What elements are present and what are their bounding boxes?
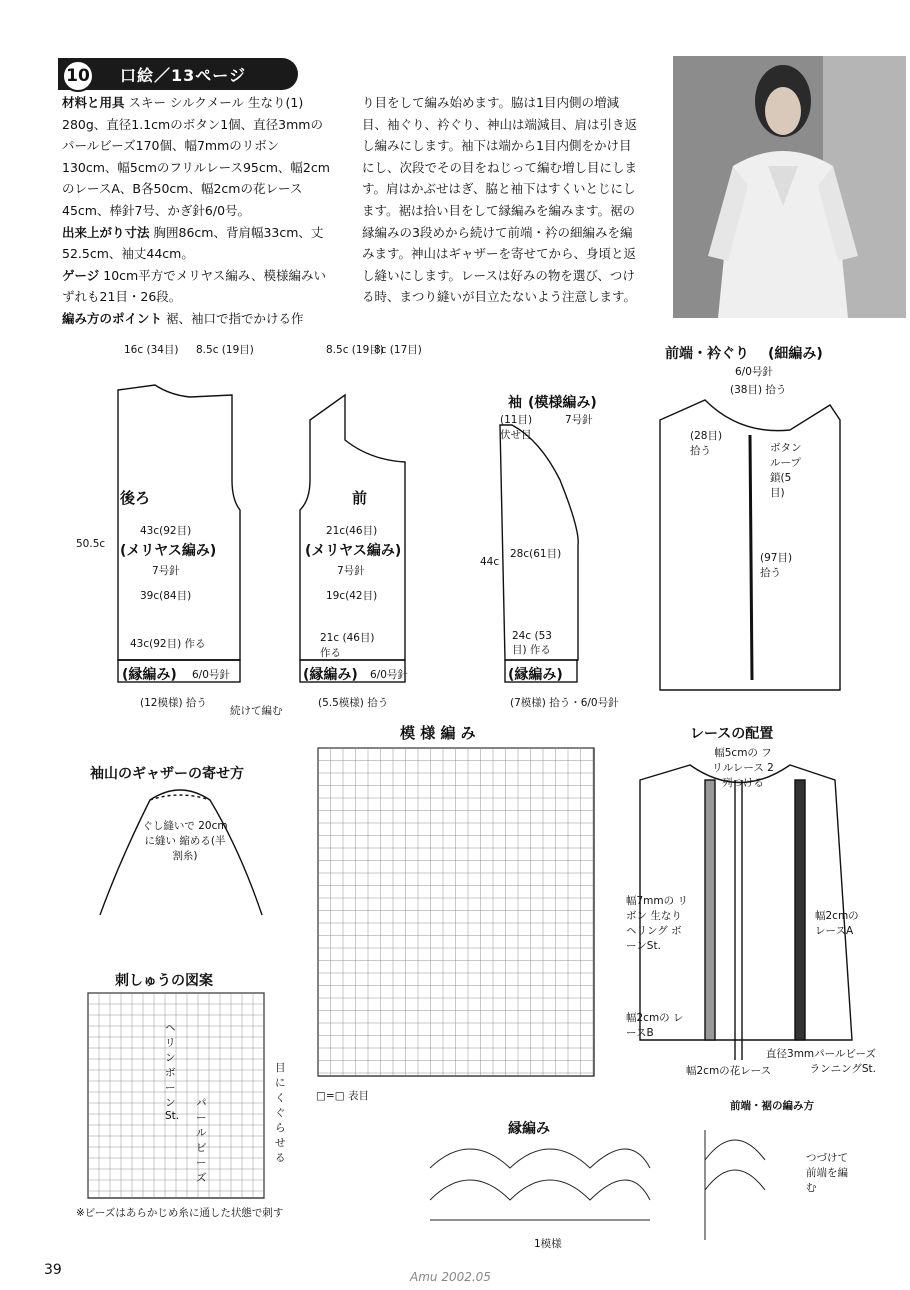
back-cast: 43c(92目) 作る [130, 638, 206, 650]
laceB-label: 幅2cmの レースB [626, 1012, 684, 1039]
pattern-title: 模 様 編 み [400, 724, 476, 742]
front-neck: 8c (17目) [374, 344, 422, 356]
section-title: 口絵／13ページ [120, 66, 246, 85]
front-edge-title: 前端・衿ぐり [665, 346, 749, 362]
sleeve-needle: 7号針 [565, 414, 593, 426]
back-needle: 7号針 [152, 565, 180, 577]
front-stitch-label: (メリヤス編み) [305, 543, 402, 559]
size-label: 出来上がり寸法 [62, 224, 150, 240]
back-stitch-label: (メリヤス編み) [120, 543, 217, 559]
front-body-width: 21c(46目) [326, 525, 378, 537]
continue-front: つづけて 前端を編む [806, 1152, 848, 1194]
laceA-label: 幅2cmの レースA [815, 910, 859, 937]
size-text: 胸囲86cm、背肩幅33cm、丈52.5cm、袖丈44cm。 [62, 224, 324, 262]
sleeve-pick: (7模様) 拾う・6/0号針 [510, 697, 619, 709]
back-label: 後ろ [120, 489, 151, 507]
back-shoulder: 8.5c (19目) [196, 344, 254, 356]
sleeve-cast: 24c (53目) 作る [512, 630, 552, 656]
sleeve-edging-label: (縁編み) [508, 667, 563, 683]
front-edging-needle: 6/0号針 [370, 669, 408, 681]
one-repeat-label: 1模様 [534, 1238, 562, 1250]
stitch-chart-lines [318, 748, 594, 1076]
back-mid-width: 39c(84目) [140, 590, 192, 602]
hem-title: 前端・裾の編み方 [730, 1100, 814, 1112]
pattern-legend: □=□ 表目 [316, 1090, 369, 1102]
front-pick: (5.5模様) 拾う [318, 697, 389, 709]
front-shoulder: 8.5c (19目) [326, 344, 384, 356]
total-length: 50.5c [76, 538, 106, 550]
front-pick-count: (97目) 拾う [760, 552, 793, 579]
sleeve-title: 袖 [508, 395, 522, 411]
back-edging-needle: 6/0号針 [192, 669, 230, 681]
bead-note: ※ビーズはあらかじめ糸に通した状態で刺す [76, 1207, 284, 1219]
sleeve-subtitle: (模様編み) [528, 395, 597, 411]
embroidery-title: 刺しゅうの図案 [115, 973, 213, 989]
ribbon-label: 幅7mmの リボン 生なり ヘリング ボーンSt. [626, 895, 688, 952]
eye-label: 目にくぐらせる [275, 1062, 286, 1164]
points-label: 編み方のポイント [62, 310, 163, 326]
sleeve-top: (11目) 伏せ目 [500, 414, 533, 441]
pearl-label: パールビーズ [196, 1097, 207, 1184]
sleeve-width: 28c(61目) [510, 548, 562, 560]
footer-credit: Amu 2002.05 [410, 1270, 491, 1284]
pearl-running-label: 直径3mmパールビーズ ランニングSt. [766, 1048, 876, 1075]
neck-pick: (38目) 拾う [730, 384, 787, 396]
materials-label: 材料と用具 [62, 95, 125, 110]
back-body-width: 43c(92目) [140, 525, 192, 537]
edging-title: 縁編み [508, 1121, 550, 1137]
gather-note: ぐし縫いで 20cmに縫い 縮める(半割糸) [142, 820, 228, 862]
gather-title: 袖山のギャザーの寄せ方 [90, 766, 244, 782]
button-loop: ボタンループ 鎖(5目) [770, 442, 802, 499]
frill-label: 幅5cmの フリルレース 2列つける [712, 747, 774, 789]
back-edging-label: (縁編み) [122, 667, 177, 683]
continue-knit: 続けて編む [230, 705, 283, 717]
back-pick: (12模様) 拾う [140, 697, 207, 709]
section-number: 10 [62, 60, 94, 92]
front-edging-label: (縁編み) [303, 667, 358, 683]
front-label: 前 [352, 489, 368, 507]
front-needle: 7号針 [337, 565, 365, 577]
gauge-label: ゲージ [62, 267, 100, 283]
front-cast: 21c (46目) 作る [320, 632, 375, 659]
sleeve-length: 44c [480, 556, 500, 568]
instructions-continued: り目をして編み始めます。脇は1目内側の増減目、袖ぐり、衿ぐり、神山は端減目、肩は引き返し編みにします。袖下は端から1目内側をかけ目にし、次段でその目をねじって編む増し目にします。肩はかぶせはぎ、脇と袖下はすくいとじにします。裾は拾い目をして縁編みを編みます。裾の縁編みの3段めから続けて前端・衿の細編みを編みます。神山はギャザーを寄せてから、身頃と返し縫いにします。レースは好みの物を選び、つける時、まつり縫いが目立たないよう注意します。 [362, 95, 638, 305]
points-text: 裾、袖口で指でかける作 [166, 310, 304, 326]
gauge-text: 10cm平方でメリヤス編み、模様編みいずれも21目・26段。 [62, 267, 326, 305]
front-edge-needle: 6/0号針 [735, 366, 773, 378]
side-pick: (28目) 拾う [690, 430, 723, 457]
lace-title: レースの配置 [690, 726, 774, 742]
materials-text: スキー シルクメール 生なり(1) 280g、直径1.1cmのボタン1個、直径3mmのパールビーズ170個、幅7mmのリボン130cm、幅5cmのフリルレース95cm、幅2cmのレースA、B各50cm、幅2cmの花レース45cm、棒針7号、かぎ針6/0号。 [62, 95, 330, 218]
page-number: 39 [44, 1262, 62, 1278]
front-edge-subtitle: (細編み) [768, 346, 823, 362]
herringbone-label: ヘリンボーンSt. [165, 1022, 180, 1122]
front-mid-width: 19c(42目) [326, 590, 378, 602]
back-width-top: 16c (34目) [124, 344, 179, 356]
flower-label: 幅2cmの花レース [686, 1065, 772, 1077]
